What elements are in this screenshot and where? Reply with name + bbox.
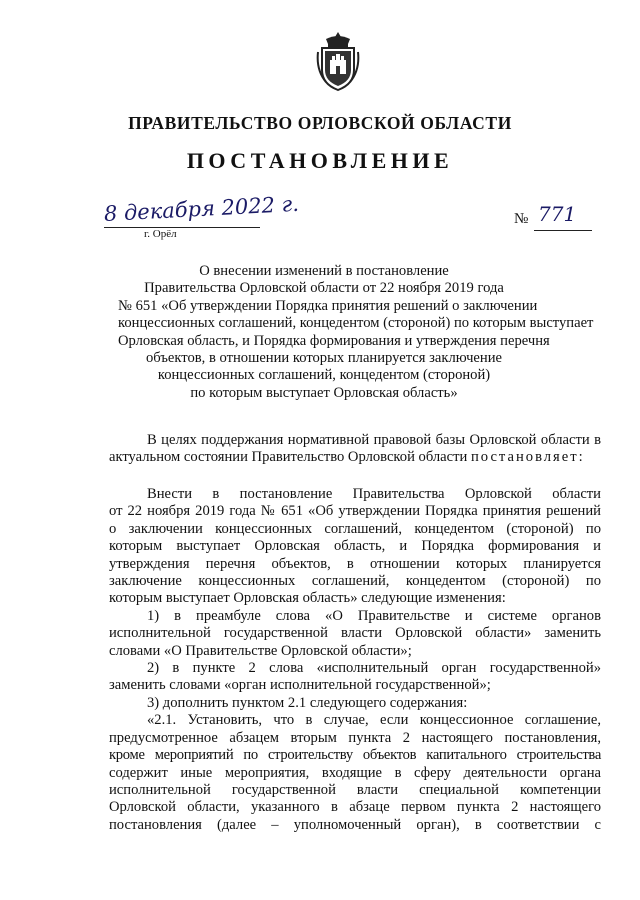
handwritten-date: 8 декабря 2022 г. bbox=[103, 191, 300, 226]
subject-line: Орловская область, и Порядка формирования и утверждения перечня bbox=[118, 332, 550, 349]
number-label: № bbox=[514, 211, 529, 227]
body-line: словами «О Правительстве Орловской области»; bbox=[109, 642, 412, 659]
body-line: кроме мероприятий по строительству объектов капитального строительства bbox=[109, 747, 601, 764]
body-line: от 22 ноября 2019 года № 651 «Об утверждении Порядка принятия решений bbox=[109, 503, 601, 520]
preamble-text: актуальном состоянии Правительство Орловской области bbox=[109, 449, 471, 466]
date-underline bbox=[104, 227, 260, 228]
handwritten-number: 771 bbox=[538, 202, 577, 226]
body-line: утверждения перечня объектов, в отношении которых планируется bbox=[109, 555, 601, 572]
city-label: г. Орёл bbox=[144, 228, 177, 240]
resolution-keyword: постановляет: bbox=[470, 449, 585, 466]
body-line: содержит иные мероприятия, входящие в сферу деятельности органа bbox=[109, 764, 601, 781]
subject-line: концессионных соглашений, концедентом (стороной) bbox=[157, 367, 491, 384]
body-line: которым выступает Орловская область, и Порядка формирования и bbox=[109, 538, 601, 555]
subject-line: объектов, в отношении которых планируется заключение bbox=[146, 350, 502, 367]
preamble-line: В целях поддержания нормативной правовой базы Орловской области в bbox=[147, 432, 601, 448]
body-line: предусмотренное абзацем вторым пункта 2 настоящего постановления, bbox=[109, 729, 601, 746]
number-underline bbox=[534, 230, 592, 231]
body-line: постановления (далее – уполномоченный орган), в соответствии с bbox=[109, 816, 601, 833]
main-body bbox=[109, 486, 601, 834]
subject-line: Правительства Орловской области от 22 ноября 2019 года bbox=[144, 280, 504, 297]
body-line: Орловской области, указанного в абзаце первом пункта 2 настоящего bbox=[109, 799, 601, 816]
body-line: «2.1. Установить, что в случае, если концессионное соглашение, bbox=[147, 712, 601, 729]
subject-line: О внесении изменений в постановление bbox=[199, 263, 449, 279]
document-subject bbox=[118, 263, 594, 402]
body-line: заменить словами «орган исполнительной государственной»; bbox=[109, 677, 491, 694]
preamble-paragraph bbox=[109, 432, 601, 467]
body-line: исполнительной государственной власти специальной компетенции bbox=[109, 781, 601, 798]
subject-line: концессионных соглашений, концедентом (стороной) по которым выступает bbox=[118, 315, 594, 332]
body-line: которым выступает Орловская область» следующие изменения: bbox=[109, 590, 506, 607]
organization-title: ПРАВИТЕЛЬСТВО ОРЛОВСКОЙ ОБЛАСТИ bbox=[128, 113, 512, 133]
preamble-line bbox=[109, 449, 601, 466]
coat-of-arms-icon bbox=[316, 30, 360, 94]
subject-line: № 651 «Об утверждении Порядка принятия решений о заключении bbox=[118, 297, 538, 314]
body-line: 1) в преамбуле слова «О Правительстве и системе органов bbox=[147, 607, 601, 624]
subject-line: по которым выступает Орловская область» bbox=[190, 384, 458, 401]
body-line: заключение концессионных соглашений, концедентом (стороной) по bbox=[109, 573, 601, 590]
body-line: исполнительной государственной власти Орловской области» заменить bbox=[109, 625, 601, 642]
document-type-title: ПОСТАНОВЛЕНИЕ bbox=[186, 148, 454, 173]
body-line: 3) дополнить пунктом 2.1 следующего содержания: bbox=[147, 694, 468, 711]
body-line: 2) в пункте 2 слова «исполнительный орган государственной» bbox=[147, 660, 601, 677]
body-line: о заключении концессионных соглашений, концедентом (стороной) по bbox=[109, 520, 601, 537]
body-line: Внести в постановление Правительства Орловской области bbox=[147, 486, 601, 502]
